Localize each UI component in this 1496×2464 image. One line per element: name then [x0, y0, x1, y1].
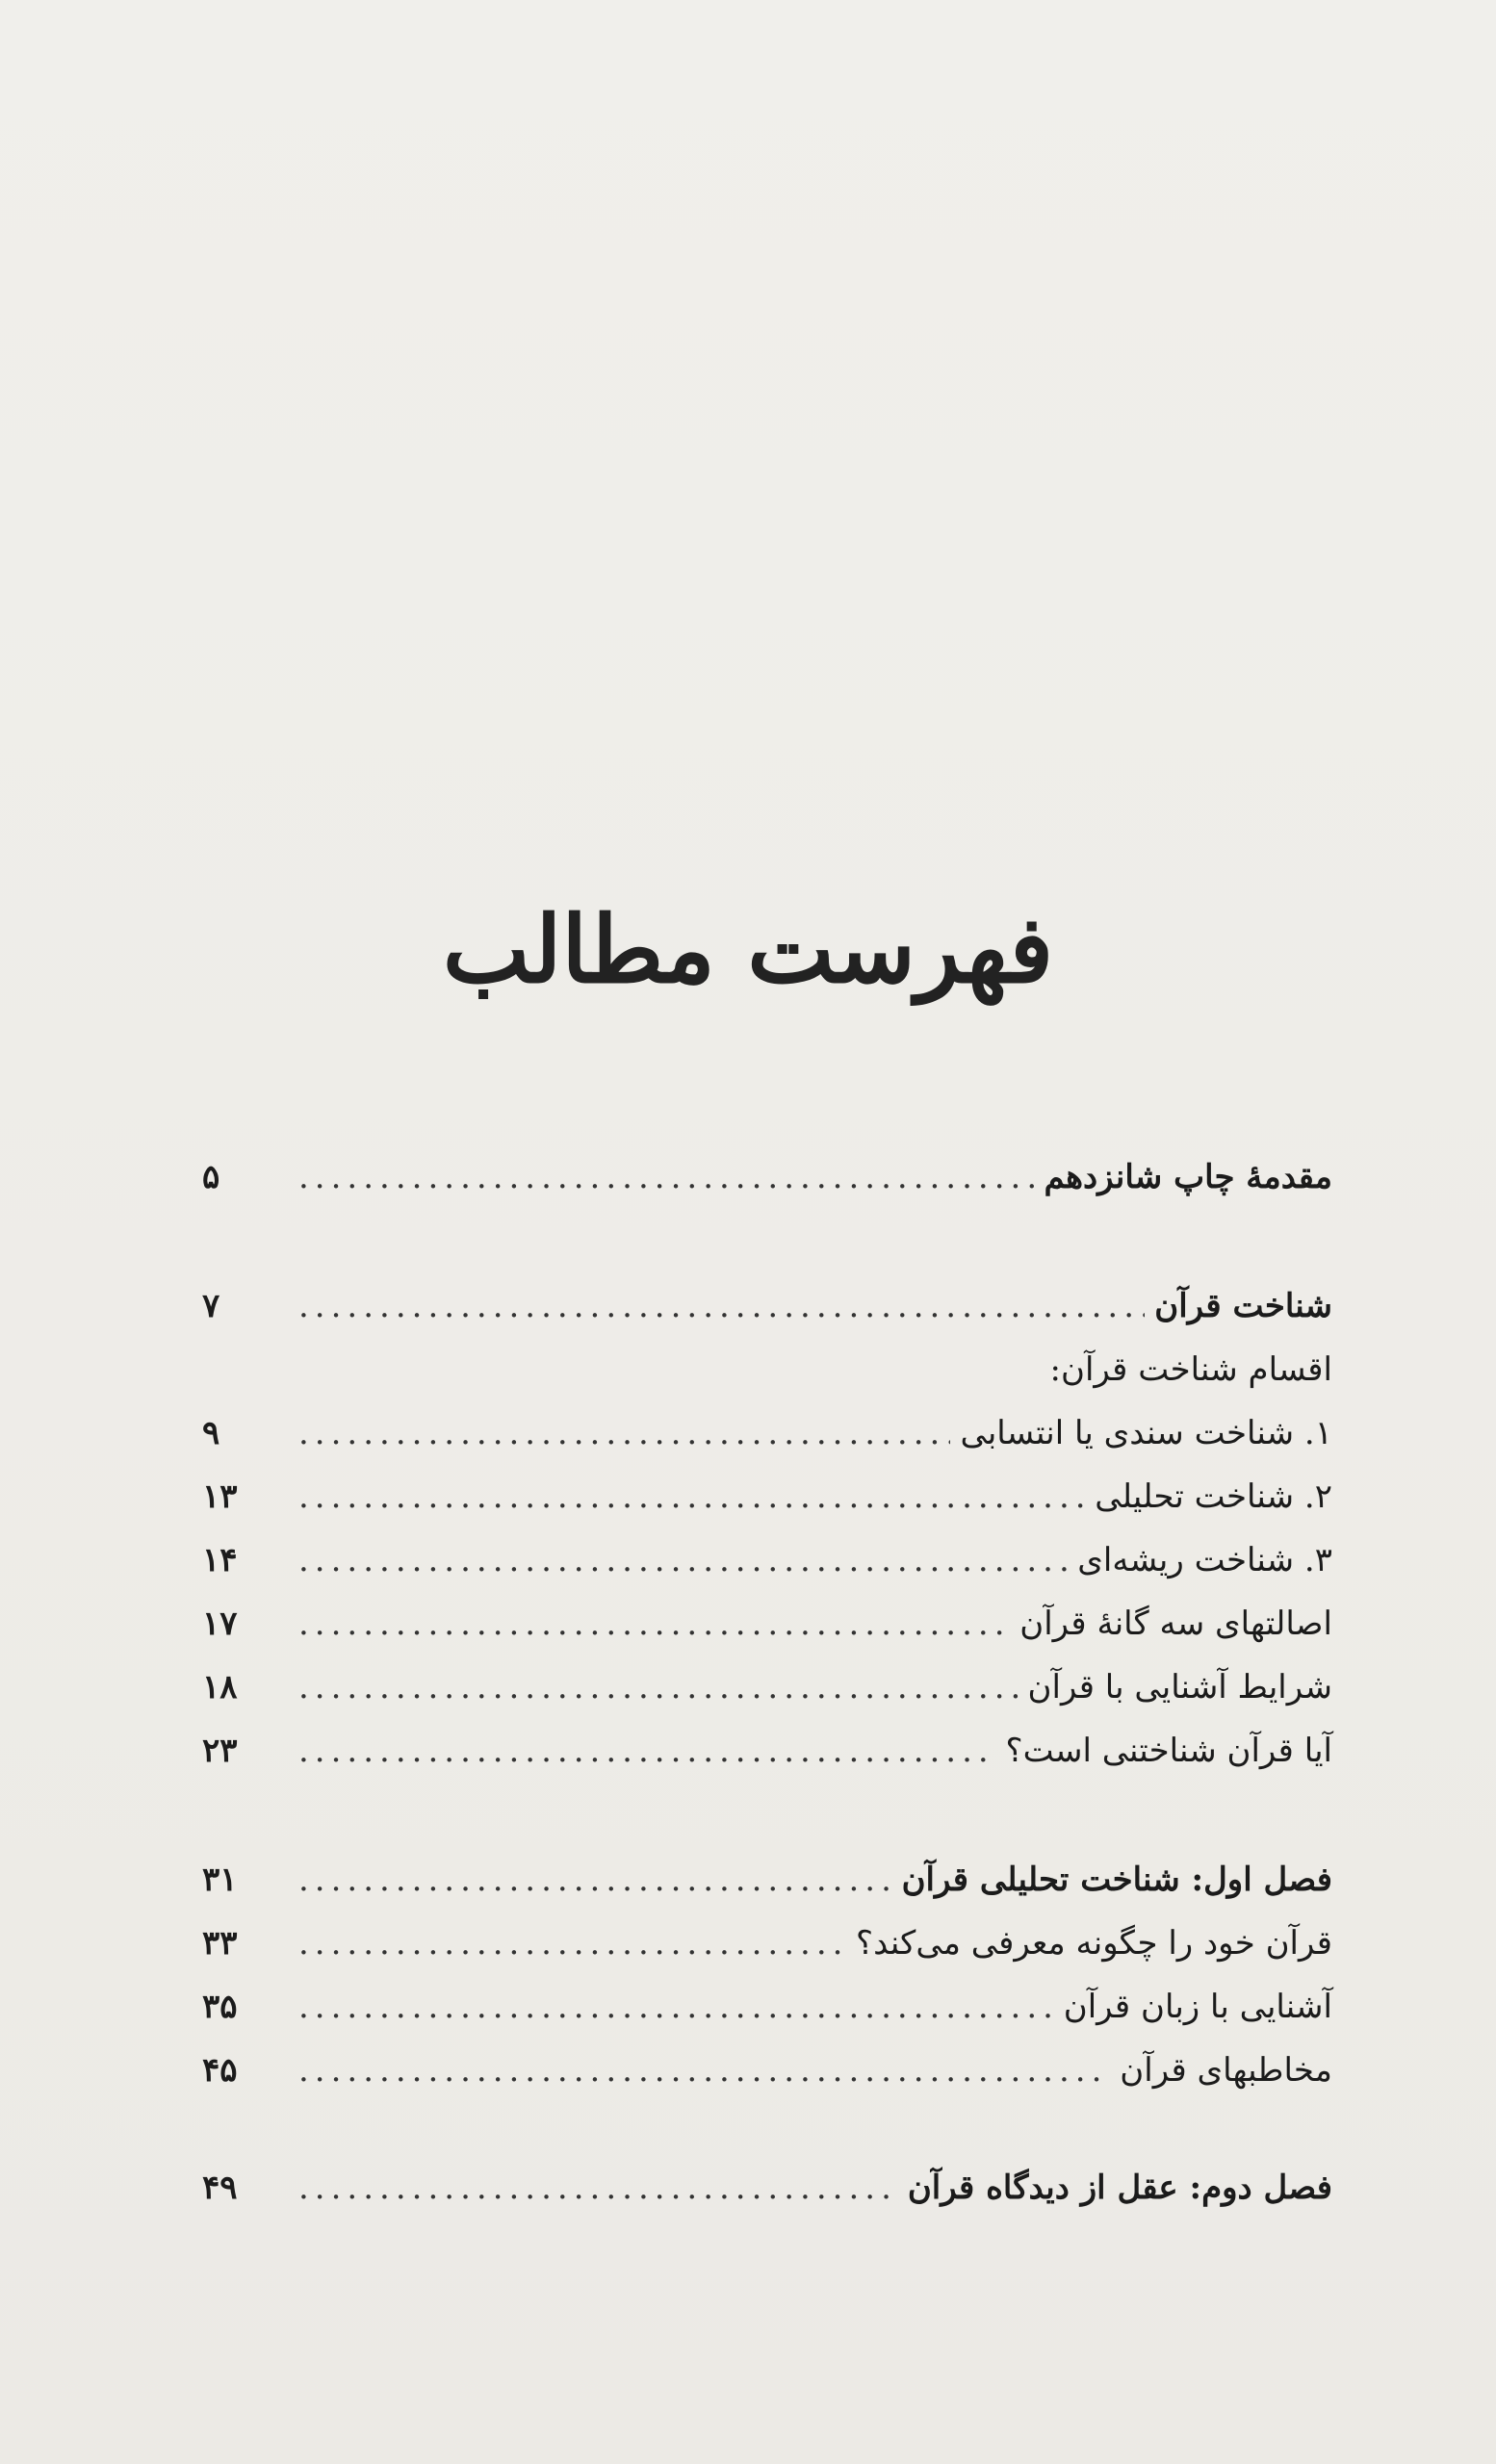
toc-entry-chapter1 [202, 1848, 1332, 1912]
leader-dots [298, 1145, 1034, 1209]
toc-page-number: ۱۴ [202, 1541, 238, 1579]
toc-entry-title: آیا قرآن شناختنی است؟ [1005, 1732, 1332, 1770]
leader-dots [298, 1465, 1085, 1528]
toc-subheading [202, 1338, 1332, 1401]
spacer [202, 2102, 1332, 2156]
toc-subheading-text: اقسام شناخت قرآن: [1049, 1350, 1332, 1389]
toc-page-number: ۴۵ [202, 2051, 238, 2090]
toc-entry [202, 1656, 1332, 1719]
toc-page-number: ۲۳ [202, 1732, 238, 1770]
leader-dots [298, 1401, 950, 1465]
leader-dots [298, 2156, 898, 2220]
leader-dots [298, 1848, 892, 1912]
toc-entry-chapter2 [202, 2156, 1332, 2220]
toc-entry-title: ۱. شناخت سندی یا انتسابی [960, 1414, 1332, 1452]
toc-entry-section1 [202, 1274, 1332, 1338]
toc-entry-title: قرآن خود را چگونه معرفی می‌کند؟ [856, 1924, 1332, 1963]
leader-dots [298, 1528, 1068, 1592]
toc-page-number: ۹ [202, 1414, 220, 1452]
toc-page-number: ۳۵ [202, 1988, 238, 2026]
toc-page-number: ۱۳ [202, 1477, 238, 1516]
toc-entry-title: ۳. شناخت ریشه‌ای [1077, 1541, 1332, 1579]
toc-entry [202, 1528, 1332, 1592]
leader-dots [298, 1719, 996, 1783]
toc-entry-title: شناخت قرآن [1154, 1287, 1332, 1325]
toc-entry-title: ۲. شناخت تحلیلی [1095, 1477, 1332, 1516]
toc-entry-title: مخاطبهای قرآن [1120, 2051, 1332, 2090]
toc-page-number: ۳۳ [202, 1924, 238, 1963]
toc-entry-title: فصل دوم: عقل از دیدگاه قرآن [907, 2169, 1332, 2207]
toc-entry-title: فصل اول: شناخت تحلیلی قرآن [901, 1861, 1332, 1899]
leader-dots [298, 1274, 1145, 1338]
toc-entry [202, 1465, 1332, 1528]
toc-page-number: ۱۷ [202, 1604, 238, 1643]
table-of-contents [202, 1145, 1332, 2220]
toc-entry-title: شرایط آشنایی با قرآن [1027, 1668, 1332, 1707]
toc-entry [202, 1912, 1332, 1975]
toc-entry [202, 1975, 1332, 2039]
leader-dots [298, 1656, 1019, 1719]
spacer [202, 1209, 1332, 1274]
page-title: فهرست مطالب [442, 895, 1054, 1004]
leader-dots [298, 1975, 1054, 2039]
toc-page-number: ۱۸ [202, 1668, 238, 1707]
toc-entry [202, 1401, 1332, 1465]
leader-dots [298, 1912, 846, 1975]
toc-page-number: ۳۱ [202, 1861, 238, 1899]
toc-page-number: ۴۹ [202, 2169, 238, 2207]
toc-entry-title: مقدمهٔ چاپ شانزدهم [1044, 1158, 1332, 1196]
leader-dots [298, 2039, 1110, 2102]
toc-entry [202, 2039, 1332, 2102]
leader-dots [298, 1592, 1010, 1656]
toc-page-number: ۵ [202, 1158, 220, 1196]
toc-entry [202, 1592, 1332, 1656]
spacer [202, 1783, 1332, 1848]
toc-entry-title: آشنایی با زبان قرآن [1063, 1988, 1332, 2026]
toc-page-number: ۷ [202, 1287, 220, 1325]
toc-entry-intro [202, 1145, 1332, 1209]
toc-entry-title: اصالتهای سه گانهٔ قرآن [1019, 1604, 1332, 1643]
toc-entry [202, 1719, 1332, 1783]
